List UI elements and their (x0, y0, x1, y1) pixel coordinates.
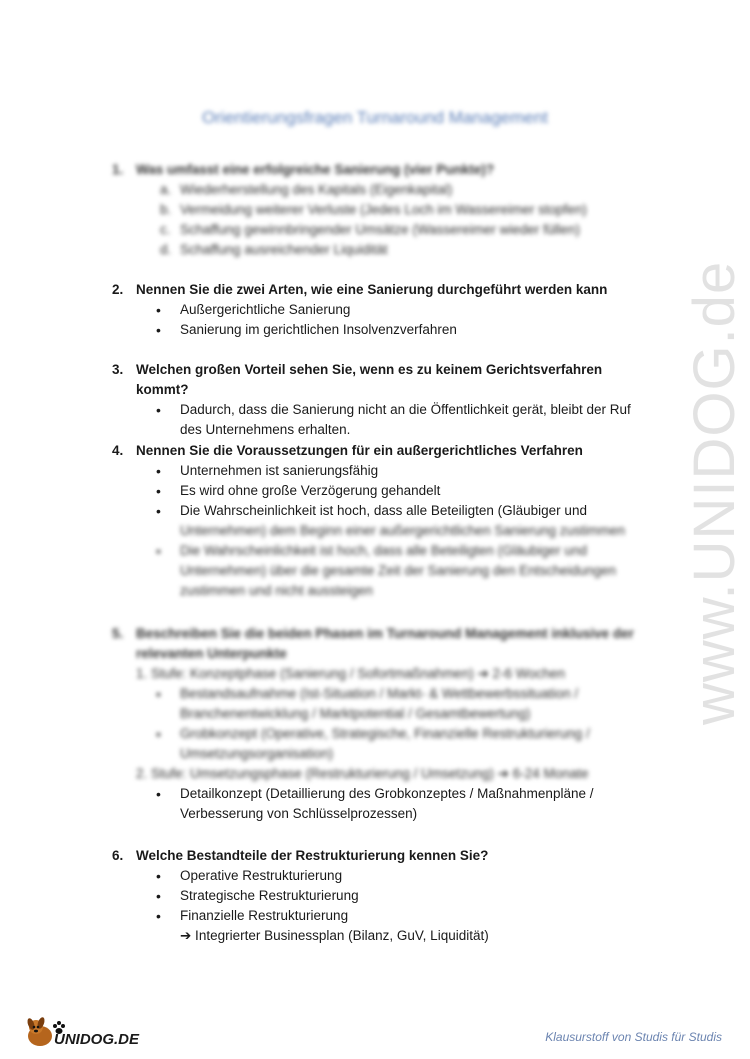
list-item: • Finanzielle Restrukturierung (156, 906, 642, 926)
question-5 (112, 624, 642, 664)
question-6 (112, 846, 642, 866)
list-letter: b. (160, 202, 172, 217)
list-item (156, 501, 642, 541)
list-item: • Grobkonzept (Operative, Strategische, Finanzielle Restrukturierung / Umsetzungsorganisation) (156, 724, 642, 764)
list-item: • Die Wahrscheinlichkeit ist hoch, dass alle Beteiligten (Gläubiger und Unternehmen) über die gesamte Zeit der Sanierung den Entscheidungen zustimmen und nicht aussteigen (156, 541, 642, 601)
question-2 (112, 280, 642, 300)
question-text: Nennen Sie die Voraussetzungen für ein außergerichtliches Verfahren (136, 443, 583, 458)
list-item: • Bestandsaufnahme (Ist-Situation / Markt- & Wettbewerbssituation / Branchenentwicklung / Marktpotential / Gesamtbewertung) (156, 684, 642, 724)
watermark: www.UNIDOG.de (682, 260, 747, 725)
list-item-text: Vermeidung weiterer Verluste (Jedes Loch im Wassereimer stopfen) (180, 202, 587, 217)
question-1-block (112, 160, 642, 260)
list-item-text: Detailkonzept (Detaillierung des Grobkonzeptes / Maßnahmenpläne / (180, 786, 594, 801)
question-number: 3. (112, 362, 124, 377)
list-item (160, 200, 642, 220)
phase-1-heading: 1. Stufe: Konzeptphase (Sanierung / Sofortmaßnahmen) ➔ 2-6 Wochen (136, 666, 566, 681)
question-text: Beschreiben Sie die beiden Phasen im Turnaround Management inklusive der relevanten Unterpunkte (136, 626, 634, 661)
list-item-text-blurred: Unternehmen) dem Beginn einer außergerichtlichen Sanierung zustimmen (180, 523, 625, 538)
footer-tagline: Klausurstoff von Studis für Studis (545, 1030, 722, 1044)
question-2-block (112, 280, 642, 340)
question-1 (112, 160, 642, 180)
list-item: • Dadurch, dass die Sanierung nicht an die Öffentlichkeit gerät, bleibt der Ruf des Unternehmens erhalten. (156, 400, 642, 440)
list-item: • Außergerichtliche Sanierung (156, 300, 642, 320)
list-item-text: Verbesserung von Schlüsselprozessen) (180, 806, 418, 821)
phase-2-list (112, 784, 642, 824)
phase-2-heading: 2. Stufe: Umsetzungsphase (Restrukturierung / Umsetzung) ➔ 6-24 Monate (136, 766, 589, 781)
list-item-text: Wiederherstellung des Kapitals (Eigenkapital) (180, 182, 453, 197)
list-item-text: Schaffung gewinnbringender Umsätze (Wassereimer wieder füllen) (180, 222, 580, 237)
question-text: Welche Bestandteile der Restrukturierung kennen Sie? (136, 848, 489, 863)
list-item (156, 784, 642, 824)
question-number: 2. (112, 282, 124, 297)
list-letter: c. (160, 222, 171, 237)
answer-list (112, 300, 642, 340)
document-title: Orientierungsfragen Turnaround Management (202, 108, 548, 127)
answer-list (112, 866, 642, 926)
list-item: • Es wird ohne große Verzögerung gehandelt (156, 481, 642, 501)
question-5-block (112, 624, 642, 824)
list-item: • Strategische Restrukturierung (156, 886, 642, 906)
list-letter: d. (160, 242, 172, 257)
arrow-line: ➔ Integrierter Businessplan (Bilanz, GuV, Liquidität) (180, 928, 489, 943)
question-6-block (112, 846, 642, 946)
question-number: 6. (112, 848, 124, 863)
answer-list (112, 180, 642, 260)
logo-text: UNIDOG.DE (54, 1031, 140, 1048)
list-item (160, 220, 642, 240)
question-number: 5. (112, 626, 124, 641)
question-3-block (112, 360, 642, 440)
question-4-block (112, 441, 642, 601)
question-text: Welchen großen Vorteil sehen Sie, wenn es zu keinem Gerichtsverfahren kommt? (136, 362, 603, 397)
question-text: Was umfasst eine erfolgreiche Sanierung (vier Punkte)? (136, 162, 495, 177)
list-item-text: Schaffung ausreichender Liquidität (180, 242, 388, 257)
dog-icon (22, 1012, 152, 1050)
list-item: • Unternehmen ist sanierungsfähig (156, 461, 642, 481)
question-number: 1. (112, 162, 124, 177)
question-4 (112, 441, 642, 461)
list-item-text: Die Wahrscheinlichkeit ist hoch, dass alle Beteiligten (Gläubiger und (180, 503, 587, 518)
phase-1-list (112, 684, 642, 764)
list-item (160, 240, 642, 260)
question-text: Nennen Sie die zwei Arten, wie eine Sanierung durchgeführt werden kann (136, 282, 608, 297)
list-item: • Sanierung im gerichtlichen Insolvenzverfahren (156, 320, 642, 340)
list-item: • Operative Restrukturierung (156, 866, 642, 886)
list-letter: a. (160, 182, 172, 197)
list-item (160, 180, 642, 200)
unidog-logo (22, 1012, 152, 1050)
question-3 (112, 360, 642, 400)
answer-list (112, 461, 642, 601)
answer-list (112, 400, 642, 440)
question-number: 4. (112, 443, 124, 458)
